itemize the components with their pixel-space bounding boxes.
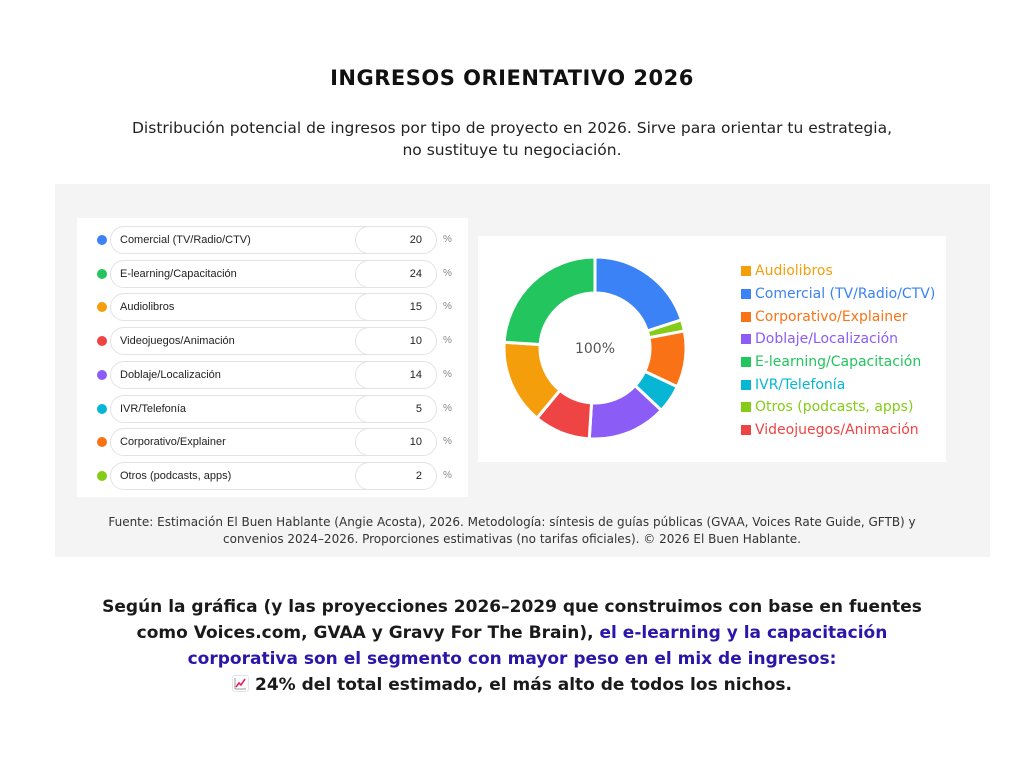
legend-swatch bbox=[741, 357, 751, 367]
legend-item[interactable] bbox=[741, 419, 935, 442]
row-color-dot bbox=[97, 336, 107, 346]
legend-swatch bbox=[741, 425, 751, 435]
row-label-field[interactable]: Videojuegos/Animación bbox=[110, 327, 425, 355]
donut-center-label: 100% bbox=[574, 341, 616, 357]
row-label-field[interactable]: E-learning/Capacitación bbox=[110, 260, 425, 288]
conclusion-text bbox=[92, 594, 932, 698]
row-unit-label: % bbox=[443, 469, 452, 481]
row-color-dot bbox=[97, 235, 107, 245]
row-unit-label: % bbox=[443, 368, 452, 380]
row-unit-label: % bbox=[443, 301, 452, 313]
row-label-field[interactable]: Otros (podcasts, apps) bbox=[110, 462, 425, 490]
legend-swatch bbox=[741, 380, 751, 390]
row-color-dot bbox=[97, 302, 107, 312]
row-value-field[interactable]: 14 bbox=[355, 361, 437, 389]
legend-label: E-learning/Capacitación bbox=[755, 354, 922, 371]
donut-slice[interactable] bbox=[504, 257, 595, 345]
legend-swatch bbox=[741, 289, 751, 299]
donut-chart bbox=[478, 236, 718, 462]
conclusion-part2: 24% del total estimado, el más alto de todos los nichos. bbox=[255, 675, 792, 695]
table-row bbox=[77, 327, 468, 355]
row-label-field[interactable]: Comercial (TV/Radio/CTV) bbox=[110, 226, 425, 254]
page-subtitle: Distribución potencial de ingresos por tipo de proyecto en 2026. Sirve para orientar tu estrategia, no sustituye tu negociación. bbox=[132, 119, 892, 159]
legend-label: Otros (podcasts, apps) bbox=[755, 399, 914, 416]
legend-swatch bbox=[741, 334, 751, 344]
legend-label: Audiolibros bbox=[755, 263, 833, 280]
table-row bbox=[77, 428, 468, 456]
row-color-dot bbox=[97, 404, 107, 414]
table-row bbox=[77, 361, 468, 389]
legend-swatch bbox=[741, 402, 751, 412]
row-color-dot bbox=[97, 437, 107, 447]
legend-item[interactable] bbox=[741, 373, 935, 396]
legend-label: Doblaje/Localización bbox=[755, 331, 899, 348]
conclusion-highlight: el e-learning y la capacitación corporativa son el segmento con mayor peso en el mix de ingresos: bbox=[187, 623, 888, 669]
legend-item[interactable] bbox=[741, 396, 935, 419]
row-label-field[interactable]: Doblaje/Localización bbox=[110, 361, 425, 389]
row-unit-label: % bbox=[443, 436, 452, 448]
table-row bbox=[77, 226, 468, 254]
table-row bbox=[77, 293, 468, 321]
row-unit-label: % bbox=[443, 234, 452, 245]
legend-swatch bbox=[741, 266, 751, 276]
table-row bbox=[77, 260, 468, 288]
legend-swatch bbox=[741, 312, 751, 322]
legend-item[interactable] bbox=[741, 260, 935, 283]
row-value-field[interactable]: 10 bbox=[355, 327, 437, 355]
row-label-field[interactable]: Corporativo/Explainer bbox=[110, 428, 425, 456]
donut-chart-card bbox=[478, 236, 946, 462]
chart-increasing-icon bbox=[232, 675, 249, 692]
row-value-field[interactable]: 24 bbox=[355, 260, 437, 288]
legend-item[interactable] bbox=[741, 283, 935, 306]
row-color-dot bbox=[97, 471, 107, 481]
row-value-field[interactable]: 10 bbox=[355, 428, 437, 456]
row-value-field[interactable]: 20 bbox=[355, 226, 437, 254]
row-unit-label: % bbox=[443, 335, 452, 347]
legend-item[interactable] bbox=[741, 328, 935, 351]
table-row bbox=[77, 462, 468, 490]
row-value-field[interactable]: 5 bbox=[355, 395, 437, 423]
row-value-field[interactable]: 15 bbox=[355, 293, 437, 321]
table-row bbox=[77, 395, 468, 423]
chart-legend bbox=[741, 260, 935, 442]
legend-item[interactable] bbox=[741, 305, 935, 328]
page-title: INGRESOS ORIENTATIVO 2026 bbox=[330, 66, 694, 90]
row-unit-label: % bbox=[443, 402, 452, 414]
legend-label: Comercial (TV/Radio/CTV) bbox=[755, 286, 936, 303]
row-value-field[interactable]: 2 bbox=[355, 462, 437, 490]
data-table bbox=[77, 218, 468, 497]
conclusion-part1: Según la gráfica (y las proyecciones 2026–2029 que construimos con base en fuentes como Voices.com, GVAA y Gravy For The Brain), bbox=[102, 597, 922, 643]
row-color-dot bbox=[97, 269, 107, 279]
source-note: Fuente: Estimación El Buen Hablante (Angie Acosta), 2026. Metodología: síntesis de guías públicas (GVAA, Voices Rate Guide, GFTB) y convenios 2024–2026. Proporciones estimativas (no tarifas oficiales). © 2026 El Buen Hablante. bbox=[108, 515, 916, 546]
donut-slice[interactable] bbox=[595, 257, 682, 331]
legend-item[interactable] bbox=[741, 351, 935, 374]
legend-label: Corporativo/Explainer bbox=[755, 308, 908, 325]
legend-label: IVR/Telefonía bbox=[755, 376, 846, 393]
row-color-dot bbox=[97, 370, 107, 380]
row-label-field[interactable]: Audiolibros bbox=[110, 293, 425, 321]
legend-label: Videojuegos/Animación bbox=[755, 422, 919, 439]
row-label-field[interactable]: IVR/Telefonía bbox=[110, 395, 425, 423]
row-unit-label: % bbox=[443, 267, 452, 279]
